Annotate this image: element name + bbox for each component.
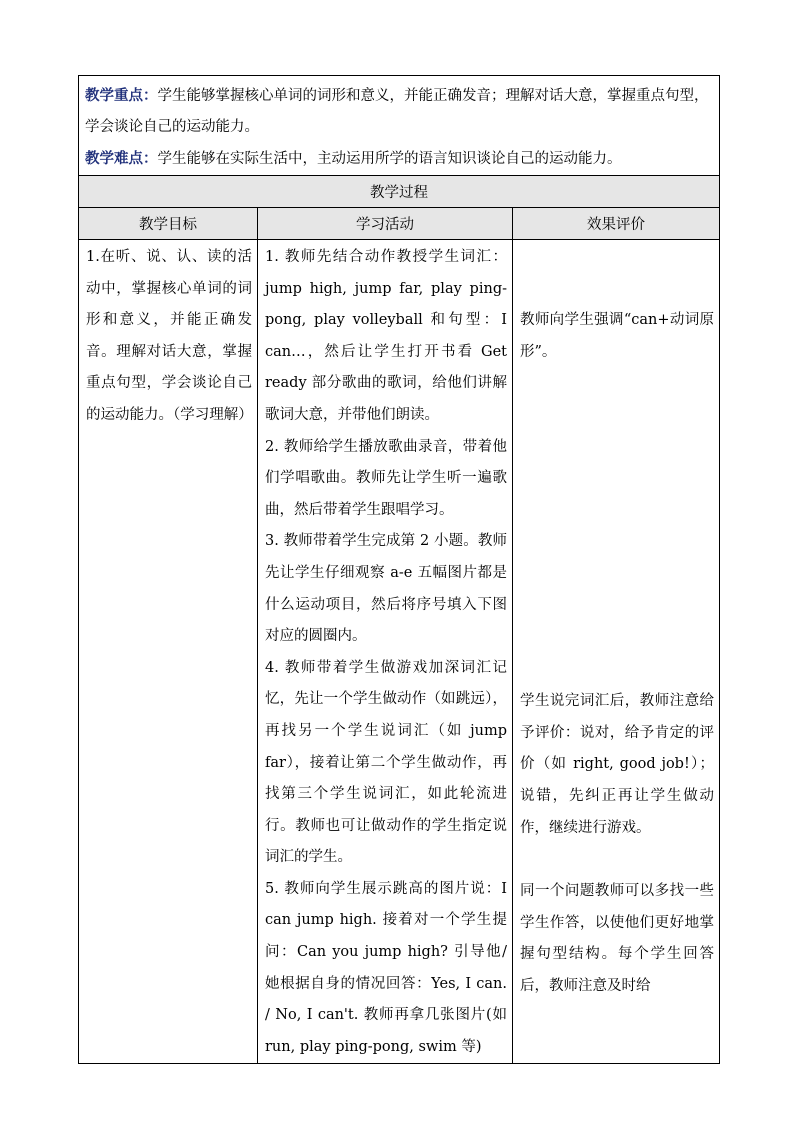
activity-item: 2. 教师给学生播放歌曲录音，带着他们学唱歌曲。教师先让学生听一遍歌曲，然后带着学生跟唱学习。 [265, 438, 507, 518]
column-header-activity: 学习活动 [258, 208, 513, 240]
process-title: 教学过程 [79, 176, 720, 208]
lesson-plan-page [78, 75, 719, 1064]
key-point-text: 学生能够掌握核心单词的词形和意义，并能正确发音；理解对话大意，掌握重点句型，学会谈论自己的运动能力。 [85, 88, 709, 135]
evaluation-item: 学生说完词汇后，教师注意给予评价：说对，给予肯定的评价（如 right, good job!）；说错，先纠正再让学生做动作，继续进行游戏。 [520, 693, 715, 836]
difficult-point-paragraph [85, 143, 713, 175]
difficult-point-text: 学生能够在实际生活中，主动运用所学的语言知识谈论自己的运动能力。 [157, 151, 622, 167]
difficult-point-label: 教学难点： [85, 150, 158, 167]
evaluation-item: 教师向学生强调“can+动词原形”。 [520, 312, 715, 360]
activity-item: 1. 教师先结合动作教授学生词汇：jump high, jump far, play ping-pong, play volleyball 和句型：I can…，然后让学生打开书看 Get ready 部分歌曲的歌词，给他们讲解歌词大意，并带他们朗读。 [265, 249, 507, 423]
key-point-paragraph [85, 80, 713, 143]
key-point-label: 教学重点： [85, 87, 158, 104]
activity-item: 3. 教师带着学生完成第 2 小题。教师先让学生仔细观察 a-e 五幅图片都是什么运动项目，然后将序号填入下图对应的圆圈内。 [265, 533, 507, 645]
evaluation-cell [513, 240, 720, 1064]
column-header-evaluation: 效果评价 [513, 208, 720, 240]
goal-cell [79, 240, 258, 1064]
process-title-row [79, 176, 720, 208]
activity-item: 4. 教师带着学生做游戏加深词汇记忆，先让一个学生做动作（如跳远），再找另一个学生说词汇（如 jump far），接着让第二个学生做动作，再找第三个学生说词汇，如此轮流进行。教师也可让做动作的学生指定说词汇的学生。 [265, 659, 507, 866]
content-row [79, 240, 720, 1064]
goal-text: 1.在听、说、认、读的活动中，掌握核心单词的词形和意义，并能正确发音。理解对话大意，掌握重点句型，学会谈论自己的运动能力。（学习理解） [86, 249, 253, 423]
key-points-cell [79, 76, 720, 176]
column-header-goal: 教学目标 [79, 208, 258, 240]
column-header-row [79, 208, 720, 240]
activity-cell [258, 240, 513, 1064]
key-points-row [79, 76, 720, 176]
lesson-plan-table [78, 75, 720, 1064]
activity-item: 5. 教师向学生展示跳高的图片说：I can jump high. 接着对一个学生提问：Can you jump high? 引导他/她根据自身的情况回答：Yes, I can. / No, I can't. 教师再拿几张图片(如 run, play ping-pong, swim 等) [265, 880, 507, 1055]
evaluation-item: 同一个问题教师可以多找一些学生作答，以使他们更好地掌握句型结构。每个学生回答后，教师注意及时给 [520, 883, 715, 994]
